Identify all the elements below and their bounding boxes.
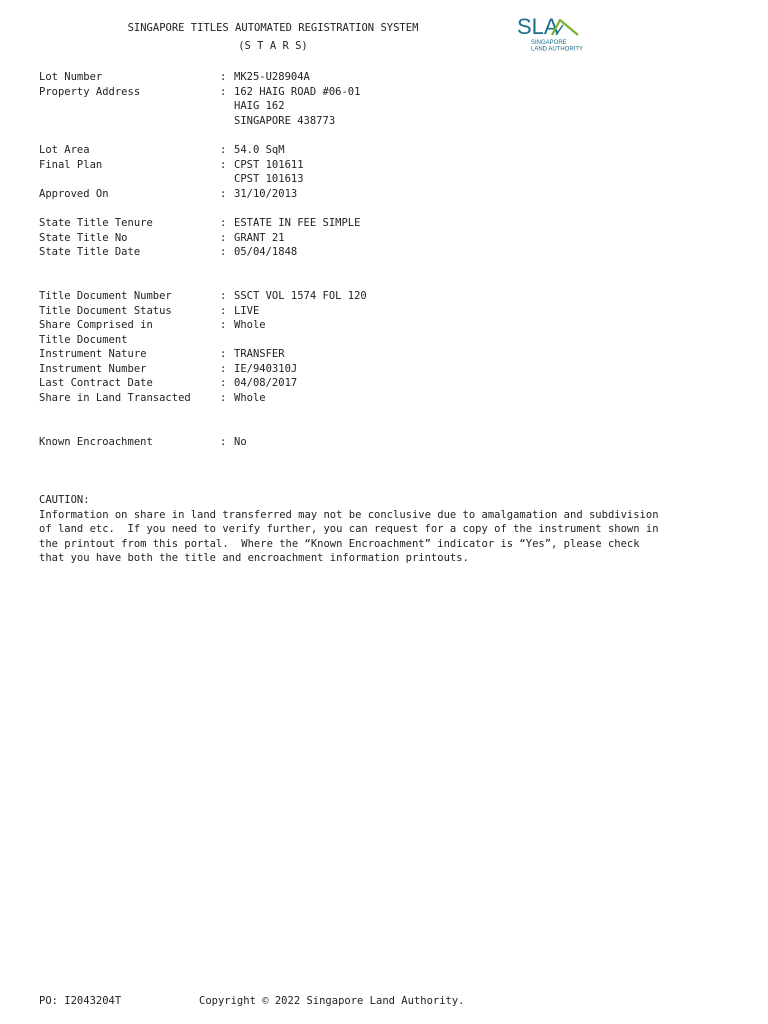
field-property-address-line3 <box>39 114 336 129</box>
field-label: Lot Number <box>39 71 103 83</box>
field-label: Instrument Number <box>39 362 147 375</box>
field-label: State Title Date <box>39 246 141 259</box>
field-lot-area <box>39 143 285 158</box>
field-label: Title Document Status <box>39 304 172 317</box>
field-value: 54.0 SqM <box>234 143 285 156</box>
field-separator: : <box>220 348 227 361</box>
field-separator: : <box>220 71 227 83</box>
field-instrument-number <box>39 362 298 377</box>
field-value: 162 HAIG ROAD #06-01 <box>234 85 361 98</box>
field-separator: : <box>220 158 227 171</box>
field-label: State Title Tenure <box>39 216 153 229</box>
field-separator: : <box>220 319 227 332</box>
field-separator: : <box>220 216 227 229</box>
field-title-document-number <box>39 289 367 304</box>
field-separator: : <box>220 304 227 317</box>
field-value: SINGAPORE 438773 <box>234 114 336 127</box>
field-property-address <box>39 85 361 100</box>
field-label: State Title No <box>39 231 128 244</box>
field-label: Instrument Nature <box>39 348 147 361</box>
field-value: No <box>234 435 247 448</box>
field-value: HAIG 162 <box>234 100 285 113</box>
field-label: Final Plan <box>39 158 103 171</box>
logo-line1: SINGAPORE <box>531 40 567 46</box>
field-separator: : <box>220 392 227 405</box>
field-approved-on <box>39 187 298 202</box>
field-separator: : <box>220 377 227 390</box>
field-value: CPST 101613 <box>234 173 304 186</box>
field-value: SSCT VOL 1574 FOL 120 <box>234 289 367 302</box>
caution-line: Information on share in land transferred may not be conclusive due to amalgamation and subdivision <box>39 508 659 521</box>
field-label: Known Encroachment <box>39 435 153 448</box>
field-value: LIVE <box>234 304 260 317</box>
caution-line: the printout from this portal. Where the “Known Encroachment” indicator is “Yes”, please check <box>39 537 640 550</box>
field-value: CPST 101611 <box>234 158 304 171</box>
field-label: Title Document Number <box>39 289 172 302</box>
field-value: IE/940310J <box>234 362 298 375</box>
field-separator: : <box>220 362 227 375</box>
field-value: 04/08/2017 <box>234 377 298 390</box>
field-value: MK25-U28904A <box>234 71 310 83</box>
field-final-plan-line2 <box>39 172 304 187</box>
field-label: Lot Area <box>39 143 90 156</box>
field-title-document-status <box>39 304 260 319</box>
field-label: Approved On <box>39 187 109 200</box>
caution-notice <box>39 493 729 566</box>
field-known-encroachment <box>39 435 247 450</box>
document-subtitle: (S T A R S) <box>238 40 308 52</box>
field-instrument-nature <box>39 347 285 362</box>
field-state-title-date <box>39 245 298 260</box>
field-lot-number <box>39 70 310 85</box>
field-share-comprised-line2 <box>39 333 128 348</box>
document-title: SINGAPORE TITLES AUTOMATED REGISTRATION SYSTEM <box>127 22 419 34</box>
field-share-in-land-transacted <box>39 391 266 406</box>
field-value: 05/04/1848 <box>234 246 298 259</box>
field-value: Whole <box>234 392 266 405</box>
field-separator: : <box>220 187 227 200</box>
field-state-title-no <box>39 231 285 246</box>
field-separator: : <box>220 289 227 302</box>
field-share-comprised <box>39 318 266 333</box>
field-label: Title Document <box>39 333 128 346</box>
field-last-contract-date <box>39 376 298 391</box>
field-value: Whole <box>234 319 266 332</box>
field-label: Property Address <box>39 85 141 98</box>
field-state-title-tenure <box>39 216 361 231</box>
field-label: Last Contract Date <box>39 377 153 390</box>
field-label: Share in Land Transacted <box>39 392 191 405</box>
field-final-plan <box>39 158 304 173</box>
field-property-address-line2 <box>39 99 285 114</box>
field-value: GRANT 21 <box>234 231 285 244</box>
field-value: 31/10/2013 <box>234 187 298 200</box>
logo-text: SLA <box>517 14 559 39</box>
field-separator: : <box>220 85 227 98</box>
field-label: Share Comprised in <box>39 319 153 332</box>
field-separator: : <box>220 231 227 244</box>
footer-copyright: Copyright © 2022 Singapore Land Authority. <box>199 995 465 1007</box>
caution-line: that you have both the title and encroachment information printouts. <box>39 552 469 565</box>
footer-po-number: PO: I2043204T <box>39 995 122 1007</box>
caution-line: of land etc. If you need to verify further, you can request for a copy of the instrument shown in <box>39 523 659 536</box>
logo-line2: LAND AUTHORITY <box>531 46 584 53</box>
field-separator: : <box>220 246 227 259</box>
sla-logo <box>516 12 584 54</box>
field-value: ESTATE IN FEE SIMPLE <box>234 216 361 229</box>
title-details <box>39 70 367 449</box>
caution-heading: CAUTION: <box>39 494 90 506</box>
field-separator: : <box>220 143 227 156</box>
field-value: TRANSFER <box>234 348 285 361</box>
field-separator: : <box>220 435 227 448</box>
